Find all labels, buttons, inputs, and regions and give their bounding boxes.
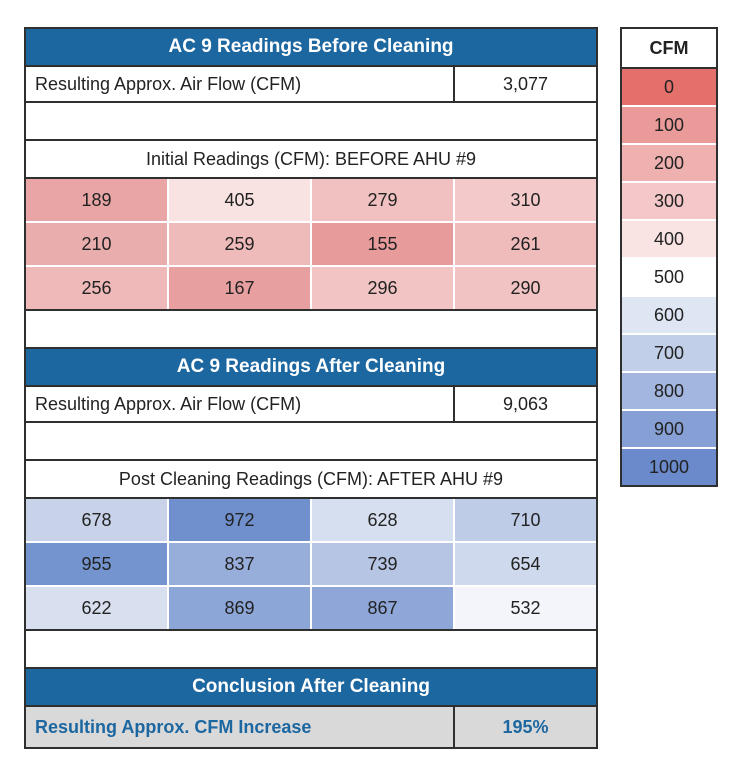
reading-cell: 256 <box>26 267 169 309</box>
reading-cell: 261 <box>455 223 596 265</box>
legend-item: 0 <box>622 69 716 107</box>
conclusion-row <box>26 707 596 747</box>
spacer-row <box>26 631 596 669</box>
after-airflow-value: 9,063 <box>502 393 549 414</box>
grid-row <box>26 543 596 587</box>
reading-cell: 739 <box>312 543 455 585</box>
legend-item: 400 <box>622 221 716 259</box>
reading-cell: 710 <box>455 499 596 541</box>
reading-cell: 310 <box>455 179 596 221</box>
legend-item: 500 <box>622 259 716 297</box>
before-airflow-label: Resulting Approx. Air Flow (CFM) <box>26 67 455 101</box>
cfm-legend <box>620 27 718 487</box>
after-title: AC 9 Readings After Cleaning <box>176 356 446 377</box>
grid-row <box>26 223 596 267</box>
before-grid <box>26 179 596 311</box>
reading-cell: 290 <box>455 267 596 309</box>
spacer-row <box>26 311 596 349</box>
reading-cell: 867 <box>312 587 455 629</box>
before-airflow-value: 3,077 <box>502 73 549 94</box>
spacer-row <box>26 103 596 141</box>
conclusion-header <box>26 669 596 707</box>
after-grid <box>26 499 596 631</box>
before-subtitle <box>26 141 596 179</box>
reading-cell: 405 <box>169 179 312 221</box>
legend-title: CFM <box>622 29 716 69</box>
reading-cell: 869 <box>169 587 312 629</box>
legend-item: 1000 <box>622 449 716 485</box>
legend-item: 900 <box>622 411 716 449</box>
grid-row <box>26 179 596 223</box>
reading-cell: 210 <box>26 223 169 265</box>
reading-cell: 628 <box>312 499 455 541</box>
reading-cell: 532 <box>455 587 596 629</box>
legend-rows <box>622 69 716 485</box>
legend-item: 200 <box>622 145 716 183</box>
reading-cell: 972 <box>169 499 312 541</box>
after-subtitle-text: Post Cleaning Readings (CFM): AFTER AHU #9 <box>118 468 504 489</box>
reading-cell: 155 <box>312 223 455 265</box>
legend-item: 300 <box>622 183 716 221</box>
after-header <box>26 349 596 387</box>
legend-item: 600 <box>622 297 716 335</box>
legend-item: 700 <box>622 335 716 373</box>
readings-table <box>24 27 598 749</box>
after-subtitle <box>26 461 596 499</box>
reading-cell: 622 <box>26 587 169 629</box>
reading-cell: 296 <box>312 267 455 309</box>
grid-row <box>26 587 596 631</box>
reading-cell: 259 <box>169 223 312 265</box>
reading-cell: 189 <box>26 179 169 221</box>
legend-item: 800 <box>622 373 716 411</box>
after-airflow-label: Resulting Approx. Air Flow (CFM) <box>26 387 455 421</box>
reading-cell: 167 <box>169 267 312 309</box>
reading-cell: 955 <box>26 543 169 585</box>
cfm-increase-value: 195% <box>502 716 549 737</box>
grid-row <box>26 267 596 311</box>
spacer-row <box>26 423 596 461</box>
reading-cell: 678 <box>26 499 169 541</box>
before-airflow-row <box>26 67 596 103</box>
cfm-increase-label: Resulting Approx. CFM Increase <box>26 707 455 747</box>
reading-cell: 279 <box>312 179 455 221</box>
before-title: AC 9 Readings Before Cleaning <box>168 36 454 57</box>
after-airflow-row <box>26 387 596 423</box>
reading-cell: 837 <box>169 543 312 585</box>
grid-row <box>26 499 596 543</box>
legend-item: 100 <box>622 107 716 145</box>
before-header <box>26 29 596 67</box>
before-subtitle-text: Initial Readings (CFM): BEFORE AHU #9 <box>145 148 477 169</box>
reading-cell: 654 <box>455 543 596 585</box>
conclusion-title: Conclusion After Cleaning <box>192 676 430 697</box>
